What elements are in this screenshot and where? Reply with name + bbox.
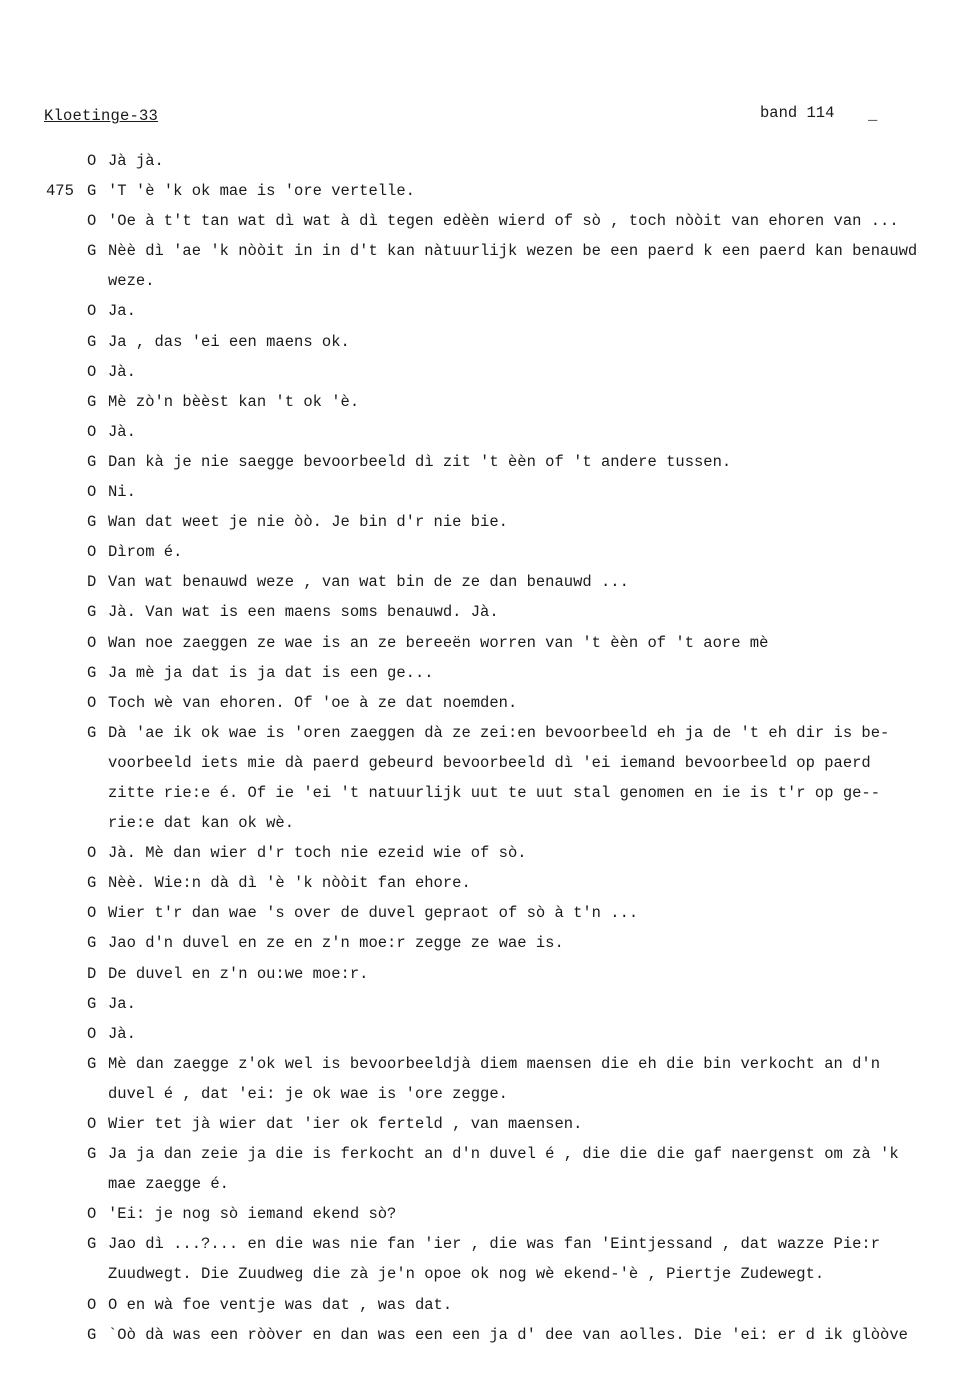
utterance-text: Mè dan zaegge z'ok wel is bevoorbeeldjà diem maensen die eh die bin verkocht an d'n bbox=[108, 1054, 881, 1073]
utterance-text: Dà 'ae ik ok wae is 'oren zaeggen dà ze zei:en bevoorbeeld eh ja de 't eh dir is be- bbox=[108, 723, 890, 742]
transcript-line bbox=[0, 928, 979, 958]
speaker-label: G bbox=[87, 242, 97, 261]
transcript-line bbox=[0, 1169, 979, 1199]
utterance-text: Jà jà. bbox=[108, 152, 164, 170]
transcript-line bbox=[0, 1320, 979, 1350]
transcript-line bbox=[0, 567, 979, 597]
speaker-label: G bbox=[87, 1235, 97, 1254]
utterance-text: rie:e dat kan ok wè. bbox=[108, 814, 295, 833]
speaker-label: G bbox=[87, 603, 97, 622]
utterance-text: Jà. bbox=[108, 1024, 136, 1043]
utterance-text: Nèè. Wie:n dà dì 'è 'k nòòit fan ehore. bbox=[108, 874, 471, 893]
utterance-text: Toch wè van ehoren. Of 'oe à ze dat noemden. bbox=[108, 693, 518, 712]
speaker-label: O bbox=[87, 362, 97, 381]
utterance-text: 'Ei: je nog sò iemand ekend sò? bbox=[108, 1205, 397, 1224]
transcript-line bbox=[0, 1109, 979, 1139]
utterance-text: Wan noe zaeggen ze wae is an ze bereeën worren van 't èèn of 't aore mè bbox=[108, 633, 769, 652]
speaker-label: G bbox=[87, 1054, 97, 1073]
transcript-line bbox=[0, 327, 979, 357]
transcript-line bbox=[0, 176, 979, 206]
utterance-text: Jao dì ...?... en die was nie fan 'ier , die was fan 'Eintjessand , dat wazze Pie:r bbox=[108, 1235, 881, 1254]
speaker-label: O bbox=[87, 543, 97, 562]
speaker-label: O bbox=[87, 212, 97, 231]
speaker-label: O bbox=[87, 152, 97, 170]
speaker-label: D bbox=[87, 964, 97, 983]
speaker-label: O bbox=[87, 422, 97, 441]
transcript-line bbox=[0, 838, 979, 868]
speaker-label: G bbox=[87, 934, 97, 953]
utterance-text: Van wat benauwd weze , van wat bin de ze dan benauwd ... bbox=[108, 573, 629, 592]
utterance-text: Ja. bbox=[108, 994, 136, 1013]
utterance-text: Dìrom é. bbox=[108, 543, 183, 562]
transcript-line bbox=[0, 628, 979, 658]
transcript-line bbox=[0, 658, 979, 688]
transcript-line bbox=[0, 387, 979, 417]
transcript-line bbox=[0, 447, 979, 477]
transcript-line bbox=[0, 537, 979, 567]
speaker-label: G bbox=[87, 994, 97, 1013]
utterance-text: Wier tet jà wier dat 'ier ok ferteld , van maensen. bbox=[108, 1115, 583, 1133]
speaker-label: G bbox=[87, 1145, 97, 1164]
line-number: 475 bbox=[46, 182, 74, 201]
transcript-line bbox=[0, 688, 979, 718]
transcript-line bbox=[0, 778, 979, 808]
transcript-line bbox=[0, 206, 979, 236]
utterance-text: mae zaegge é. bbox=[108, 1175, 229, 1194]
utterance-text: Mè zò'n bèèst kan 't ok 'è. bbox=[108, 392, 360, 411]
transcript-line bbox=[0, 989, 979, 1019]
utterance-text: duvel é , dat 'ei: je ok wae is 'ore zegge. bbox=[108, 1084, 508, 1103]
speaker-label: D bbox=[87, 573, 97, 592]
speaker-label: G bbox=[87, 452, 97, 471]
transcript-line bbox=[0, 1290, 979, 1320]
document-title: Kloetinge-33 bbox=[44, 107, 159, 125]
transcript-line bbox=[0, 898, 979, 928]
utterance-text: Ja mè ja dat is ja dat is een ge... bbox=[108, 663, 434, 682]
speaker-label: G bbox=[87, 513, 97, 532]
transcript-line bbox=[0, 266, 979, 296]
utterance-text: Wier t'r dan wae 's over de duvel gepraot of sò à t'n ... bbox=[108, 904, 639, 923]
speaker-label: O bbox=[87, 1024, 97, 1043]
utterance-text: 'T 'è 'k ok mae is 'ore vertelle. bbox=[108, 182, 415, 201]
transcript-line bbox=[0, 597, 979, 627]
utterance-text: Ja , das 'ei een maens ok. bbox=[108, 332, 350, 351]
utterance-text: `Oò dà was een ròòver en dan was een een ja d' dee van aolles. Die 'ei: er d ik glòòve bbox=[108, 1325, 908, 1344]
transcript-line bbox=[0, 1229, 979, 1259]
speaker-label: O bbox=[87, 483, 97, 502]
speaker-label: O bbox=[87, 1295, 97, 1314]
transcript-line bbox=[0, 748, 979, 778]
transcript-line bbox=[0, 718, 979, 748]
transcript-line bbox=[0, 146, 979, 176]
utterance-text: Wan dat weet je nie òò. Je bin d'r nie bie. bbox=[108, 513, 508, 532]
transcript-line bbox=[0, 959, 979, 989]
transcript-line bbox=[0, 236, 979, 266]
header-dash: _ bbox=[868, 106, 878, 124]
utterance-text: Ja ja dan zeie ja die is ferkocht an d'n duvel é , die die die gaf naergenst om zà 'k bbox=[108, 1145, 899, 1164]
utterance-text: 'Oe à t't tan wat dì wat à dì tegen edèèn wierd of sò , toch nòòit van ehoren van ... bbox=[108, 212, 899, 231]
utterance-text: weze. bbox=[108, 272, 155, 291]
transcript-line bbox=[0, 417, 979, 447]
speaker-label: O bbox=[87, 844, 97, 863]
transcript-line bbox=[0, 1199, 979, 1229]
band-number: band 114 bbox=[760, 104, 835, 122]
transcript-line bbox=[0, 477, 979, 507]
transcript-line bbox=[0, 296, 979, 326]
transcript-line bbox=[0, 808, 979, 838]
speaker-label: G bbox=[87, 663, 97, 682]
utterance-text: Jà. Van wat is een maens soms benauwd. Jà. bbox=[108, 603, 499, 622]
utterance-text: Ja. bbox=[108, 302, 136, 321]
utterance-text: Jao d'n duvel en ze en z'n moe:r zegge ze wae is. bbox=[108, 934, 564, 953]
transcript-line bbox=[0, 1019, 979, 1049]
utterance-text: De duvel en z'n ou:we moe:r. bbox=[108, 964, 369, 983]
utterance-text: voorbeeld iets mie dà paerd gebeurd bevoorbeeld dì 'ei iemand bevoorbeeld op paerd bbox=[108, 753, 871, 772]
speaker-label: O bbox=[87, 1115, 97, 1133]
transcript-line bbox=[0, 1259, 979, 1289]
speaker-label: G bbox=[87, 392, 97, 411]
speaker-label: G bbox=[87, 723, 97, 742]
transcript-line bbox=[0, 507, 979, 537]
transcript-line bbox=[0, 357, 979, 387]
transcript-lines bbox=[0, 146, 979, 1350]
speaker-label: O bbox=[87, 633, 97, 652]
speaker-label: G bbox=[87, 874, 97, 893]
utterance-text: Jà. bbox=[108, 362, 136, 381]
speaker-label: O bbox=[87, 1205, 97, 1224]
transcript-line bbox=[0, 1049, 979, 1079]
speaker-label: G bbox=[87, 182, 97, 201]
speaker-label: O bbox=[87, 693, 97, 712]
transcript-line bbox=[0, 868, 979, 898]
transcript-line bbox=[0, 1079, 979, 1109]
utterance-text: Dan kà je nie saegge bevoorbeeld dì zit 't èèn of 't andere tussen. bbox=[108, 452, 732, 471]
utterance-text: Jà. bbox=[108, 422, 136, 441]
utterance-text: Zuudwegt. Die Zuudweg die zà je'n opoe ok nog wè ekend-'è , Piertje Zudewegt. bbox=[108, 1265, 825, 1284]
utterance-text: Jà. Mè dan wier d'r toch nie ezeid wie of sò. bbox=[108, 844, 527, 863]
utterance-text: Nèè dì 'ae 'k nòòit in in d't kan nàtuurlijk wezen be een paerd k een paerd kan benauwd bbox=[108, 242, 918, 261]
speaker-label: O bbox=[87, 904, 97, 923]
utterance-text: Ni. bbox=[108, 483, 136, 502]
utterance-text: O en wà foe ventje was dat , was dat. bbox=[108, 1295, 453, 1314]
utterance-text: zitte rie:e é. Of ie 'ei 't natuurlijk uut te uut stal genomen en ie is t'r op ge-- bbox=[108, 783, 881, 802]
speaker-label: G bbox=[87, 1325, 97, 1344]
speaker-label: G bbox=[87, 332, 97, 351]
speaker-label: O bbox=[87, 302, 97, 321]
transcript-line bbox=[0, 1139, 979, 1169]
